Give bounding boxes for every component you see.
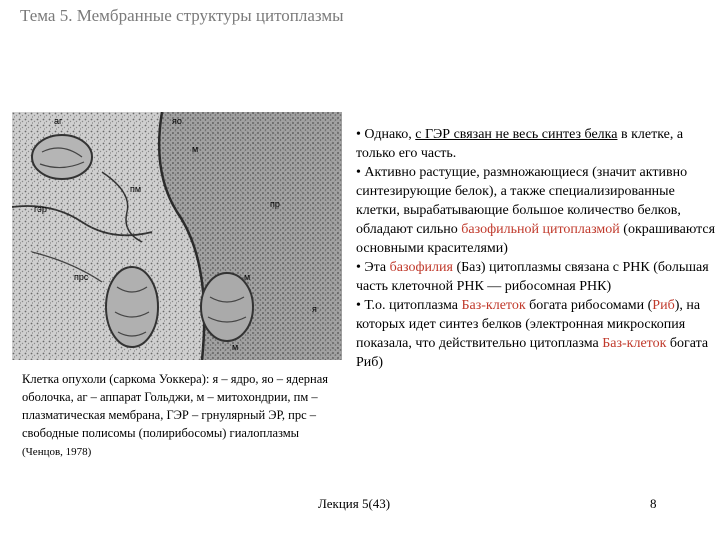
label-m2: м (244, 272, 251, 282)
bullet-list (356, 125, 718, 372)
label-ag: аг (54, 116, 63, 126)
label-yo: яо (172, 116, 182, 126)
electron-micrograph (12, 112, 342, 360)
highlight-basophilic: базофильной цитоплазмой (461, 222, 620, 237)
highlight-baz-cells-1: Баз-клеток (461, 298, 526, 313)
bullet-2: • Активно растущие, размножающиеся (значит активно синтезирующие белок), а также специализированные клетки, вырабатывающие большое количество белков, обладают сильно базофильной цитоплазмой (окрашиваются основными красителями) (356, 165, 716, 256)
slide-title: Тема 5. Мембранные структуры цитоплазмы (20, 6, 344, 25)
label-pm: пм (130, 184, 142, 194)
label-m3: м (232, 342, 239, 352)
caption-citation: (Ченцов, 1978) (22, 446, 92, 458)
footer-lecture: Лекция 5(43) (318, 496, 391, 511)
underlined-phrase: с ГЭР связан не весь синтез белка (415, 127, 618, 142)
caption-text: Клетка опухоли (саркома Уоккера): я – ядро, яо – ядерная оболочка, аг – аппарат Гольджи, м – митохондрии, пм – плазматическая мембрана, ГЭР – грнулярный ЭР, прс – свободные полисомы (полирибосомы) гиалоплазмы (22, 372, 328, 440)
bullet-1: • Однако, с ГЭР связан не весь синтез белка в клетке, а только его часть. (356, 127, 684, 161)
figure-caption (22, 370, 342, 461)
highlight-baz-cells-2: Баз-клеток (602, 336, 667, 351)
label-m1: м (192, 144, 199, 154)
label-prs: прс (74, 272, 89, 282)
page-number: 8 (650, 496, 657, 511)
highlight-basophilia: базофилия (389, 260, 453, 275)
bullet-3: • Эта базофилия (Баз) цитоплазмы связана с РНК (большая часть клеточной РНК — рибосомная РНК) (356, 260, 709, 294)
label-pr: пр (270, 199, 280, 209)
label-ger: гэр (34, 204, 47, 214)
highlight-rib: Риб (652, 298, 675, 313)
bullet-4: • Т.о. цитоплазма Баз-клеток богата рибосомами (Риб), на которых идет синтез белков (электронная микроскопия показала, что действительно цитоплазма Баз-клеток богата Риб) (356, 298, 709, 370)
label-ya: я (312, 304, 317, 314)
